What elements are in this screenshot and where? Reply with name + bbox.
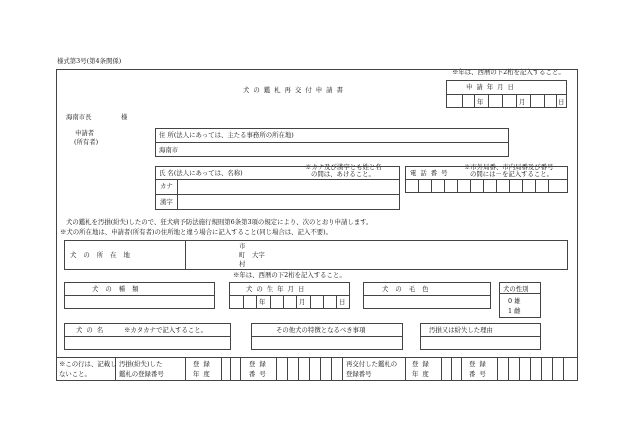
dog-name-label: 犬の名 (76, 326, 108, 334)
new-tag-label-2: 登録番号 (346, 370, 372, 378)
reg-no2-label-1: 登録 (469, 360, 490, 368)
phone-label: 電話番号 (410, 169, 452, 177)
coat-label: 犬の毛色 (382, 285, 436, 293)
dog-name-note: ※カタカナで記入すること。 (124, 326, 208, 334)
old-tag-label-1: 汚損(紛失)した (119, 360, 163, 368)
birth-day-label: 日 (339, 298, 346, 306)
features-label: その他犬の特徴となるべき事項 (276, 326, 366, 334)
reason-label: 汚損又は紛失した理由 (429, 326, 493, 334)
location-mura: 村 (239, 260, 246, 268)
name-note-2: の間は、あけること。 (311, 170, 375, 178)
phone-note-2: の間には－を記入すること。 (470, 170, 554, 178)
reg-no2-label-2: 番号 (469, 370, 490, 378)
old-tag-label-2: 鑑札の登録番号 (119, 370, 164, 378)
address-value: 海南市 (159, 146, 179, 154)
form-number: 様式第3号(第4条関係) (57, 57, 122, 65)
kana-label: カナ (160, 182, 173, 190)
reg-year-label-1: 登録 (193, 360, 214, 368)
year-note: ※年は、西暦の下2桁を記入すること。 (452, 68, 565, 76)
address-label: 住 所(法人にあっては、主たる事務所の所在地) (159, 131, 294, 139)
reg-no-label-1: 登録 (249, 360, 270, 368)
statement: 犬の鑑札を汚損(紛失)したので、狂犬病予防法施行規則第6条第3項の規定により、次のとおり申請します。 (66, 218, 373, 226)
date-month-label: 月 (519, 98, 526, 106)
phone-note-1: ※市外局番、市内局番及び番号 (464, 163, 554, 171)
new-tag-label-1: 再交付した鑑札の (346, 360, 398, 368)
application-date-label: 申請年月日 (466, 83, 518, 91)
date-day-label: 日 (558, 98, 565, 106)
applicant-label: 申請者 (75, 129, 95, 137)
sex-male: 0 雄 (508, 297, 521, 305)
birth-month-label: 月 (299, 298, 306, 306)
sex-female: 1 雌 (508, 307, 521, 315)
location-machi: 町 (239, 251, 246, 259)
name-note-1: ※カナ及び漢字とも姓と名 (305, 163, 382, 171)
footer-note-2: ないこと。 (59, 370, 91, 378)
mayor-label: 海南市長 (66, 113, 92, 121)
form-title: 犬の鑑札再交付申請書 (243, 86, 347, 94)
statement-note: ※犬の所在地は、申請者(所有者)の住所地と違う場合に記入すること(同じ場合は、記入不要)。 (60, 228, 332, 236)
year-note-2: ※年は、西暦の下2桁を記入すること。 (233, 271, 346, 279)
date-year-label: 年 (477, 98, 484, 106)
birthdate-label: 犬の生年月日 (246, 285, 309, 293)
birth-year-label: 年 (259, 298, 266, 306)
footer-note-1: ※この行は、記載し (59, 360, 117, 368)
reg-no-label-2: 番号 (249, 370, 270, 378)
owner-label: (所有者) (74, 138, 99, 146)
reg-year2-label-2: 年度 (412, 370, 433, 378)
sama-label: 様 (121, 113, 128, 121)
location-oaza: 大字 (252, 251, 265, 259)
sex-label: 犬の性別 (503, 285, 529, 293)
dog-location-box[interactable] (64, 240, 568, 270)
location-shi: 市 (239, 242, 246, 250)
name-label: 氏 名(法人にあっては、名称) (159, 169, 243, 177)
kanji-label: 漢字 (160, 198, 173, 206)
dog-location-label: 犬の所在地 (70, 251, 137, 259)
reg-year2-label-1: 登録 (412, 360, 433, 368)
breed-label: 犬の種類 (92, 285, 146, 293)
reg-year-label-2: 年度 (193, 370, 214, 378)
